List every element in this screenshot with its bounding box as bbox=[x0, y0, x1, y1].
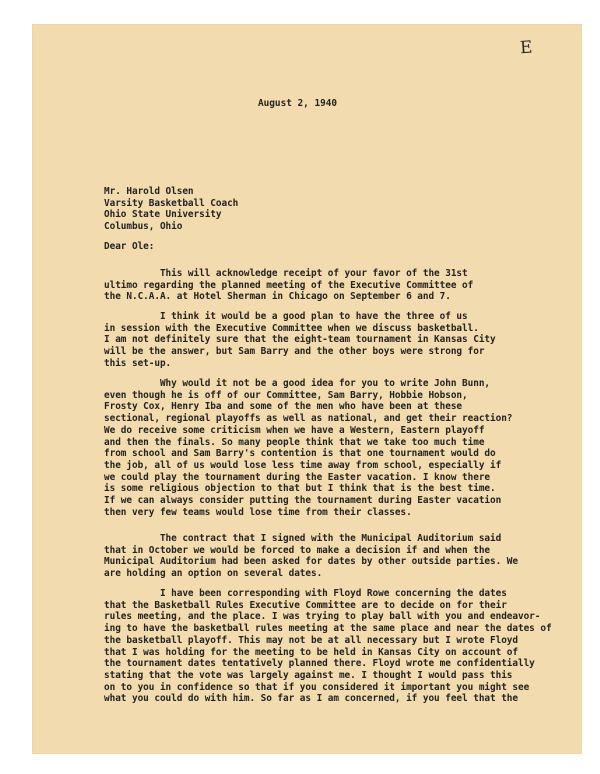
salutation: Dear Ole: bbox=[104, 241, 155, 252]
text-line: from school and Sam Barry's contention is that one tournament would do bbox=[104, 448, 496, 460]
address-line: Mr. Harold Olsen bbox=[104, 186, 194, 197]
paragraph-acknowledgement bbox=[104, 268, 473, 303]
text-line: If we can always consider putting the tournament during Easter vacation bbox=[104, 495, 502, 507]
letter-date: August 2, 1940 bbox=[258, 98, 338, 109]
text-line: We do receive some criticism when we have a Western, Eastern playoff bbox=[104, 424, 485, 436]
text-line: on to you in confidence so that if you considered it important you might see bbox=[104, 681, 530, 693]
text-line: is some religious objection to that but I think that is the best time. bbox=[104, 483, 496, 495]
text-line: ing to have the basketball rules meeting at the same place and near the dates of bbox=[104, 623, 552, 635]
text-line: the basketball playoff. This may not be at all necessary but I wrote Floyd bbox=[104, 634, 518, 646]
text-line: this set-up. bbox=[104, 357, 172, 369]
paragraph-committee-session bbox=[104, 311, 496, 370]
text-line: that the Basketball Rules Executive Committee are to decide on for their bbox=[104, 599, 507, 611]
text-line: then very few teams would lose time from their classes. bbox=[104, 506, 412, 518]
text-line: The contract that I signed with the Municipal Auditorium said bbox=[104, 533, 502, 544]
text-line: I think it would be a good plan to have the three of us bbox=[104, 311, 468, 322]
text-line: Municipal Auditorium had been asked for dates by other outside parties. We bbox=[104, 556, 518, 568]
text-line: rules meeting, and the place. I was trying to play ball with you and endeavor- bbox=[104, 611, 541, 623]
text-line: I am not definitely sure that the eight-team tournament in Kansas City bbox=[104, 334, 496, 346]
address-line: Columbus, Ohio bbox=[104, 221, 183, 233]
text-line: Why would it not be a good idea for you to write John Bunn, bbox=[104, 378, 491, 389]
text-line: that I was holding for the meeting to be held in Kansas City on account of bbox=[104, 646, 518, 658]
text-line: and then the finals. So many people think that we take too much time bbox=[104, 436, 485, 448]
text-line: ultimo regarding the planned meeting of the Executive Committee of bbox=[104, 279, 474, 291]
paragraph-auditorium-contract bbox=[104, 533, 518, 580]
text-line: the tournament dates tentatively planned there. Floyd wrote me confidentially bbox=[104, 658, 535, 670]
text-line: This will acknowledge receipt of your favor of the 31st bbox=[104, 268, 468, 279]
text-line: the N.C.A.A. at Hotel Sherman in Chicago on September 6 and 7. bbox=[104, 291, 451, 303]
paragraph-rules-meeting bbox=[104, 588, 552, 705]
text-line: that in October we would be forced to make a decision if and when the bbox=[104, 544, 491, 556]
text-line: even though he is off of our Committee, Sam Barry, Hobbie Hobson, bbox=[104, 389, 468, 401]
address-line: Ohio State University bbox=[104, 209, 222, 221]
text-line: the job, all of us would lose less time away from school, especially if bbox=[104, 459, 502, 471]
text-line: I have been corresponding with Floyd Rowe concerning the dates bbox=[104, 588, 507, 599]
text-line: what you could do with him. So far as I am concerned, if you feel that the bbox=[104, 693, 518, 705]
text-line: are holding an option on several dates. bbox=[104, 568, 323, 580]
recipient-address bbox=[104, 186, 238, 233]
text-line: Frosty Cox, Henry Iba and some of the men who have been at these bbox=[104, 401, 463, 413]
text-line: sectional, regional playoffs as well as national, and get their reaction? bbox=[104, 413, 513, 425]
text-line: in session with the Executive Committee when we discuss basketball. bbox=[104, 322, 479, 334]
text-line: will be the answer, but Sam Barry and the other boys were strong for bbox=[104, 346, 485, 358]
corner-mark: E bbox=[519, 37, 534, 59]
paragraph-tournament-idea bbox=[104, 378, 512, 518]
text-line: we could play the tournament during the Easter vacation. I know there bbox=[104, 471, 491, 483]
address-line: Varsity Basketball Coach bbox=[104, 197, 239, 209]
text-line: stating that the vote was largely against me. I thought I would pass this bbox=[104, 669, 513, 681]
